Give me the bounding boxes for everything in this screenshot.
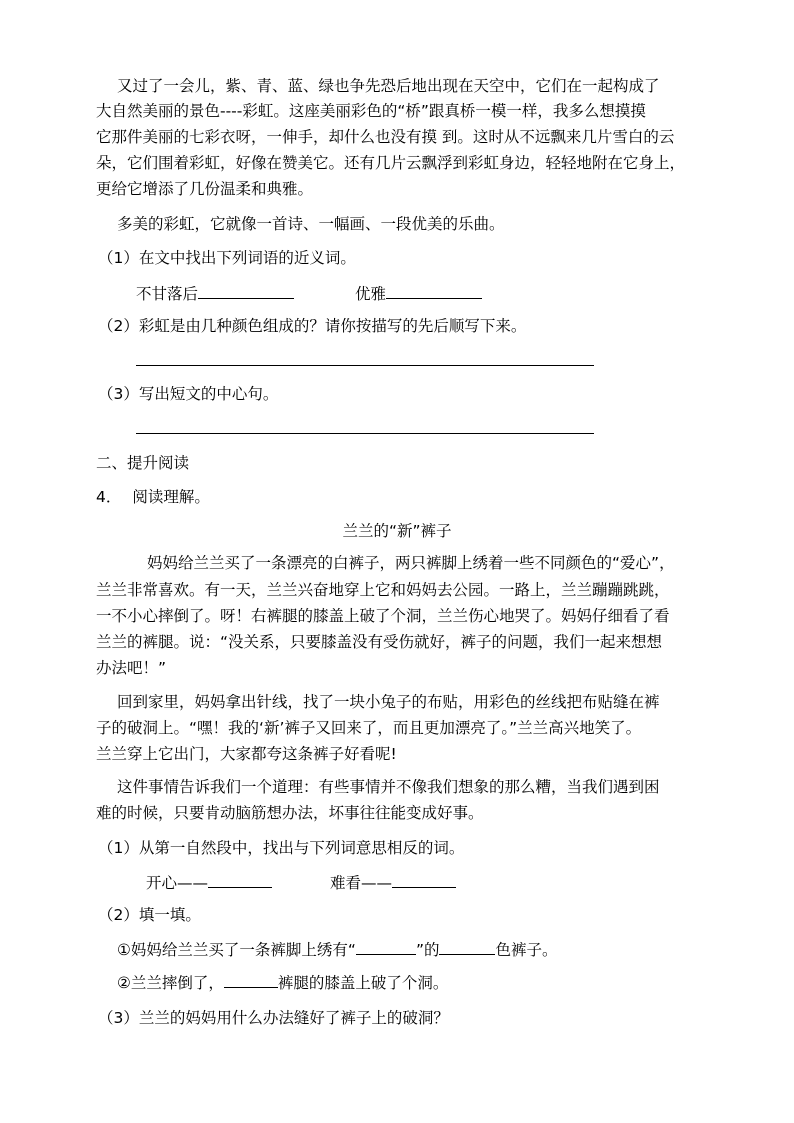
question-1-prompt: （1）在文中找出下列词语的近义词。 <box>98 249 356 267</box>
section-heading: 二、提升阅读 <box>96 454 190 472</box>
passage1-para1-line: 更给它增添了几份温柔和典雅。 <box>96 180 314 198</box>
question-3-prompt: （3）兰兰的妈妈用什么办法缝好了裤子上的破洞？ <box>98 1009 449 1027</box>
answer-blank[interactable] <box>439 939 495 955</box>
story-para1-line: 办法吧！” <box>96 659 167 677</box>
synonym-word: 优雅 <box>355 285 387 303</box>
answer-blank[interactable] <box>208 872 272 888</box>
answer-line[interactable] <box>136 365 594 366</box>
answer-line[interactable] <box>136 433 594 434</box>
fill-line-1 <box>117 939 557 960</box>
synonym-word: 不甘落后 <box>136 285 199 303</box>
antonym-item-1 <box>146 872 272 893</box>
passage1-para1-line: 朵，它们围着彩虹，好像在赞美它。还有几片云飘浮到彩虹身边，轻轻地附在它身上， <box>96 154 686 172</box>
answer-blank[interactable] <box>224 972 278 988</box>
question-3-prompt: （3）写出短文的中心句。 <box>98 385 279 403</box>
story-para1-line: 兰兰非常喜欢。有一天，兰兰兴奋地穿上它和妈妈去公园。一路上，兰兰蹦蹦跳跳， <box>96 581 670 599</box>
answer-blank[interactable] <box>386 283 482 299</box>
passage1-para1-line: 它那件美丽的七彩衣呀，一伸手，却什么也没有摸 到。这时从不远飘来几片雪白的云 <box>96 128 675 146</box>
story-para1-line: 妈妈给兰兰买了一条漂亮的白裤子，两只裤脚上绣着一些不同颜色的“爱心”， <box>147 554 675 572</box>
story-para3-line: 这件事情告诉我们一个道理：有些事情并不像我们想象的那么糟，当我们遇到困 <box>117 778 660 796</box>
passage1-para1-line: 大自然美丽的景色----彩虹。这座美丽彩色的“桥”跟真桥一模一样，我多么想摸摸 <box>96 102 646 120</box>
fill-text: 裤腿的膝盖上破了个洞。 <box>277 974 449 992</box>
question-2-prompt: （2）填一填。 <box>98 906 201 924</box>
synonym-item-1 <box>136 283 294 304</box>
antonym-item-2 <box>330 872 456 893</box>
story-para2-line: 回到家里，妈妈拿出针线，找了一块小兔子的布贴，用彩色的丝线把布贴缝在裤 <box>117 693 660 711</box>
antonym-word: 难看—— <box>330 874 393 892</box>
fill-text: 色裤子。 <box>495 941 558 959</box>
fill-text: ①妈妈给兰兰买了一条裤脚上绣有“ <box>117 941 356 959</box>
question-2-prompt: （2）彩虹是由几种颜色组成的？请你按描写的先后顺写下来。 <box>98 317 527 335</box>
item-4-header <box>96 487 210 507</box>
answer-blank[interactable] <box>392 872 456 888</box>
story-para2-line: 兰兰穿上它出门，大家都夸这条裤子好看呢! <box>96 745 397 763</box>
answer-blank[interactable] <box>198 283 294 299</box>
story-para1-line: 一不小心摔倒了。呀！右裤腿的膝盖上破了个洞，兰兰伤心地哭了。妈妈仔细看了看 <box>96 607 670 625</box>
story-para3-line: 难的时候，只要肯动脑筋想办法，坏事往往能变成好事。 <box>96 804 484 822</box>
item-label: 阅读理解。 <box>132 488 210 506</box>
story-para2-line: 子的破洞上。“嘿！我的‘新’裤子又回来了，而且更加漂亮了。”兰兰高兴地笑了。 <box>96 719 642 737</box>
synonym-item-2 <box>355 283 482 304</box>
passage1-para1-line: 又过了一会儿，紫、青、蓝、绿也争先恐后地出现在天空中，它们在一起构成了 <box>117 77 660 95</box>
question-1-prompt: （1）从第一自然段中，找出与下列词意思相反的词。 <box>98 839 465 857</box>
story-title: 兰兰的“新”裤子 <box>342 522 452 540</box>
fill-line-2 <box>117 972 448 993</box>
antonym-word: 开心—— <box>146 874 209 892</box>
item-number: 4． <box>96 488 122 506</box>
answer-blank[interactable] <box>356 939 416 955</box>
fill-text: ②兰兰摔倒了， <box>117 974 224 992</box>
fill-text: ”的 <box>415 941 440 959</box>
story-para1-line: 兰兰的裤腿。说：“没关系，只要膝盖没有受伤就好，裤子的问题，我们一起来想想 <box>96 633 663 651</box>
passage1-para2: 多美的彩虹，它就像一首诗、一幅画、一段优美的乐曲。 <box>117 215 505 233</box>
